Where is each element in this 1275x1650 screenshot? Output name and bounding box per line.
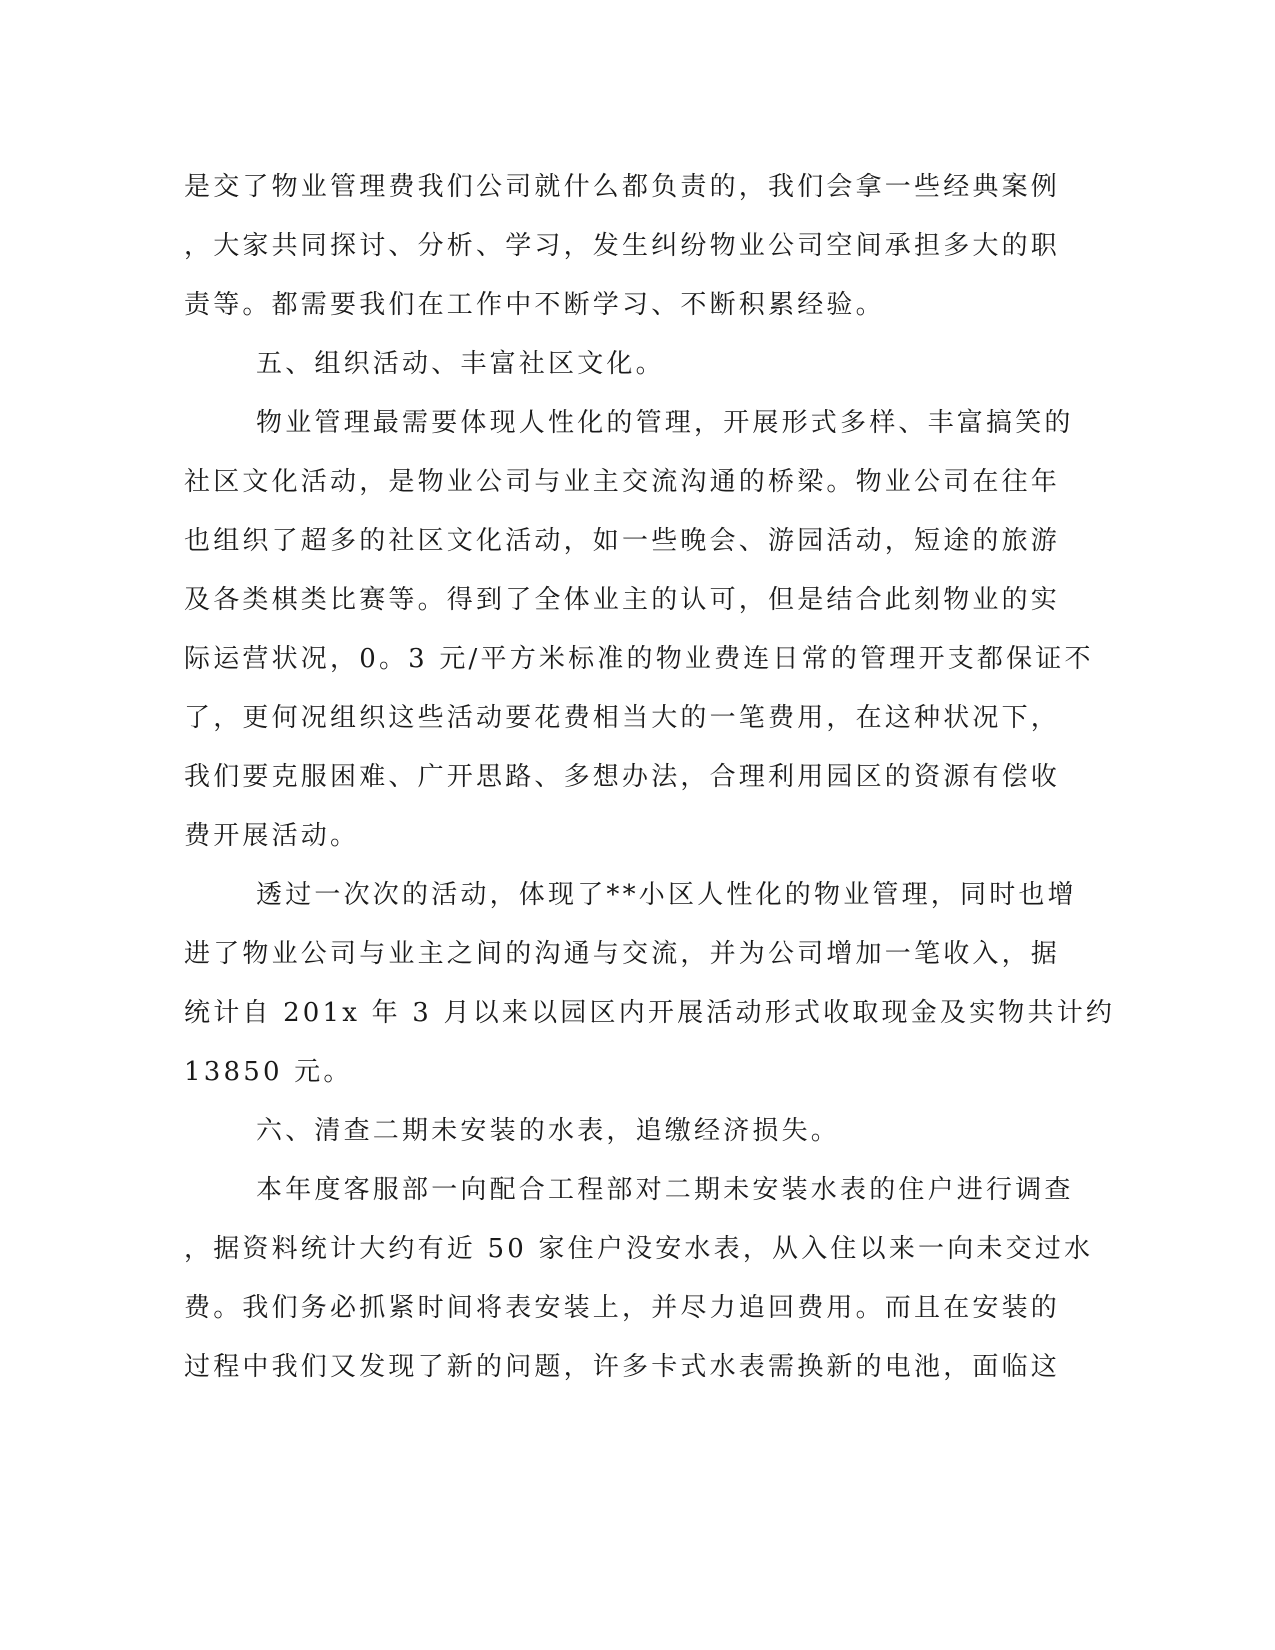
text-line: 及各类棋类比赛等。得到了全体业主的认可，但是结合此刻物业的实	[184, 585, 1061, 615]
text-line: 也组织了超多的社区文化活动，如一些晚会、游园活动，短途的旅游	[184, 526, 1061, 556]
text-line: ，大家共同探讨、分析、学习，发生纠纷物业公司空间承担多大的职	[184, 231, 1061, 261]
text-line: 责等。都需要我们在工作中不断学习、不断积累经验。	[184, 290, 885, 320]
text-line: ，据资料统计大约有近 50 家住户没安水表，从入住以来一向未交过水	[184, 1234, 1094, 1264]
text-line: 过程中我们又发现了新的问题，许多卡式水表需换新的电池，面临这	[184, 1352, 1061, 1382]
text-line: 社区文化活动，是物业公司与业主交流沟通的桥梁。物业公司在往年	[184, 467, 1061, 497]
paragraph-first-line: 本年度客服部一向配合工程部对二期未安装水表的住户进行调查	[256, 1175, 1074, 1205]
text-line: 了，更何况组织这些活动要花费相当大的一笔费用，在这种状况下，	[184, 703, 1061, 733]
paragraph-first-line: 透过一次次的活动，体现了**小区人性化的物业管理，同时也增	[256, 880, 1077, 910]
text-line: 费开展活动。	[184, 821, 360, 851]
text-line: 费。我们务必抓紧时间将表安装上，并尽力追回费用。而且在安装的	[184, 1293, 1061, 1323]
text-line: 际运营状况，0。3 元/平方米标准的物业费连日常的管理开支都保证不	[184, 644, 1094, 674]
text-line: 统计自 201x 年 3 月以来以园区内开展活动形式收取现金及实物共计约	[184, 998, 1116, 1028]
text-line: 是交了物业管理费我们公司就什么都负责的，我们会拿一些经典案例	[184, 172, 1061, 202]
text-line: 我们要克服困难、广开思路、多想办法，合理利用园区的资源有偿收	[184, 762, 1061, 792]
section-heading: 六、清查二期未安装的水表，追缴经济损失。	[256, 1116, 841, 1146]
paragraph-first-line: 物业管理最需要体现人性化的管理，开展形式多样、丰富搞笑的	[256, 408, 1074, 438]
document-body	[184, 158, 1116, 1397]
text-line: 进了物业公司与业主之间的沟通与交流，并为公司增加一笔收入，据	[184, 939, 1061, 969]
text-line: 13850 元。	[184, 1057, 353, 1087]
section-heading: 五、组织活动、丰富社区文化。	[256, 349, 665, 379]
